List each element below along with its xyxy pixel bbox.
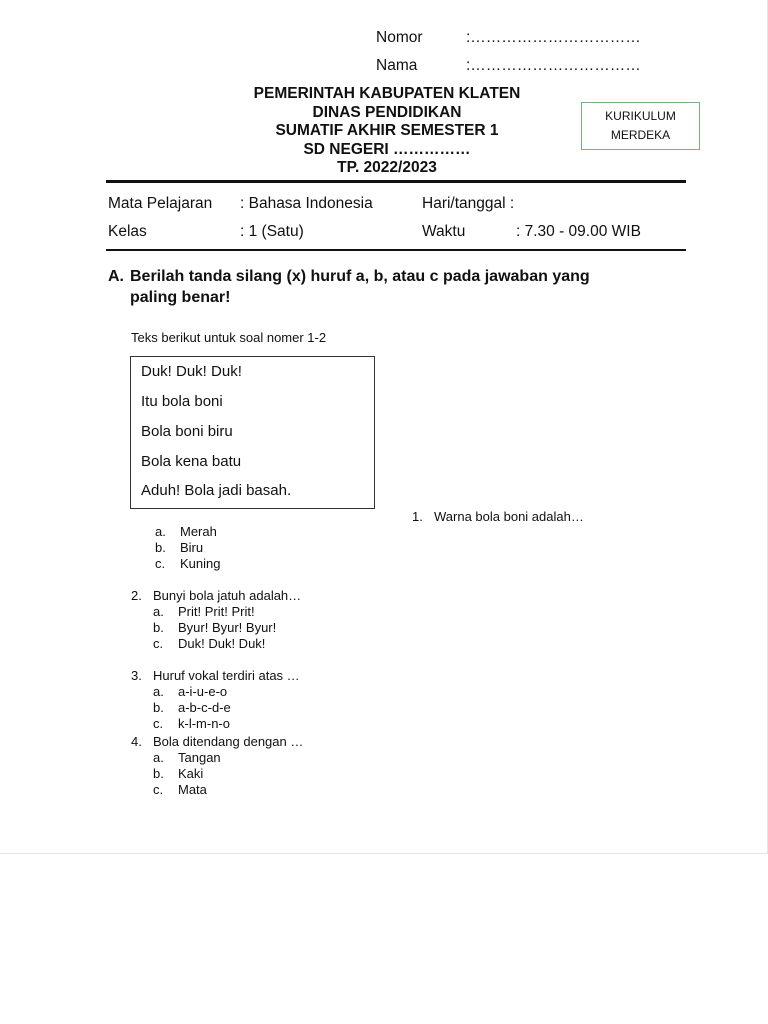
question-1	[412, 509, 584, 525]
nama-value: :……………………………	[466, 57, 641, 74]
option-4c: c. Mata	[153, 782, 207, 797]
option-3a: a. a-i-u-e-o	[153, 684, 228, 699]
question-text: Huruf vokal terdiri atas …	[153, 668, 300, 683]
option-4b: b. Kaki	[153, 766, 204, 781]
header-line: TP. 2022/2023	[337, 159, 437, 176]
question-2	[131, 588, 301, 604]
kelas-value: : 1 (Satu)	[240, 223, 304, 240]
story-line: Bola boni biru	[141, 423, 233, 440]
badge-line: KURIKULUM	[605, 109, 676, 123]
waktu-value: : 7.30 - 09.00 WIB	[516, 223, 641, 240]
instruction-line: paling benar!	[130, 289, 231, 306]
instruction-line: Berilah tanda silang (x) huruf a, b, atau c pada jawaban yang	[130, 268, 590, 285]
question-4	[131, 734, 303, 750]
section-letter: A.	[108, 268, 124, 285]
option-3b: b. a-b-c-d-e	[153, 700, 231, 715]
story-line: Bola kena batu	[141, 453, 242, 470]
kelas-label: Kelas	[108, 223, 147, 240]
question-text: Bunyi bola jatuh adalah…	[153, 588, 302, 603]
option-2b: b. Byur! Byur! Byur!	[153, 620, 277, 635]
story-line: Aduh! Bola jadi basah.	[141, 482, 292, 499]
badge-line: MERDEKA	[610, 128, 671, 142]
option-3c: c. k-l-m-n-o	[153, 716, 230, 731]
option-4a: a. Tangan	[153, 750, 221, 765]
story-line: Duk! Duk! Duk!	[141, 363, 242, 380]
option-2c: c. Duk! Duk! Duk!	[153, 636, 266, 651]
kurikulum-badge	[581, 102, 700, 150]
waktu-label: Waktu	[422, 223, 466, 240]
option-1b: b. Biru	[155, 540, 204, 555]
option-2a: a. Prit! Prit! Prit!	[153, 604, 255, 619]
option-1c: c. Kuning	[155, 556, 221, 571]
question-text: Bola ditendang dengan …	[153, 734, 304, 749]
option-1a: a. Merah	[155, 524, 217, 539]
mapel-label: Mata Pelajaran	[108, 195, 213, 212]
question-number: 2.	[131, 588, 142, 603]
info-divider	[106, 249, 686, 251]
hari-label: Hari/tanggal :	[422, 195, 515, 212]
question-3	[131, 668, 300, 684]
header-line: DINAS PENDIDIKAN	[312, 103, 462, 121]
header-line: SUMATIF AKHIR SEMESTER 1	[275, 122, 499, 139]
header-divider	[106, 180, 686, 183]
nomor-label: Nomor	[376, 29, 423, 46]
question-number: 3.	[131, 668, 142, 683]
nomor-field	[376, 29, 641, 47]
header-line: PEMERINTAH KABUPATEN KLATEN	[253, 85, 521, 102]
nama-field	[376, 57, 641, 75]
nama-label: Nama	[376, 57, 418, 74]
story-line: Itu bola boni	[141, 393, 223, 410]
section-instruction	[108, 266, 668, 308]
nomor-value: :……………………………	[466, 29, 641, 46]
question-text: Warna bola boni adalah…	[434, 509, 584, 524]
text-intro: Teks berikut untuk soal nomer 1-2	[131, 330, 327, 345]
school-header	[206, 85, 568, 178]
question-number: 4.	[131, 734, 142, 749]
header-line: SD NEGERI ……………	[303, 140, 471, 158]
mapel-value: : Bahasa Indonesia	[240, 195, 373, 212]
story-box	[130, 356, 375, 509]
question-number: 1.	[412, 509, 423, 524]
